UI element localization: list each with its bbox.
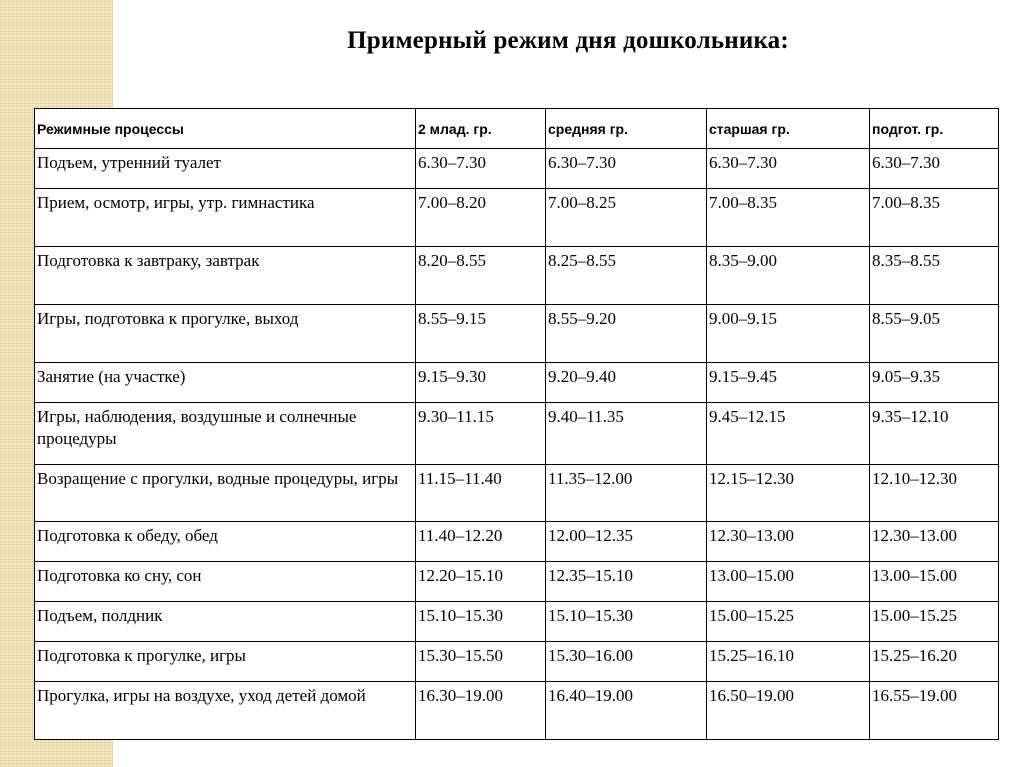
time-cell: 11.15–11.40 [416, 465, 546, 522]
time-cell: 8.55–9.20 [546, 305, 707, 363]
process-cell: Игры, подготовка к прогулке, выход [35, 305, 416, 363]
time-cell: 6.30–7.30 [546, 149, 707, 189]
header-junior-2: 2 млад. гр. [416, 109, 546, 149]
time-cell: 13.00–15.00 [707, 562, 870, 602]
time-cell: 12.15–12.30 [707, 465, 870, 522]
time-cell: 9.40–11.35 [546, 403, 707, 465]
table-row [35, 189, 999, 247]
time-cell: 12.20–15.10 [416, 562, 546, 602]
time-cell: 9.15–9.45 [707, 363, 870, 403]
time-cell: 12.35–15.10 [546, 562, 707, 602]
time-cell: 12.10–12.30 [870, 465, 999, 522]
time-cell: 8.55–9.05 [870, 305, 999, 363]
time-cell: 6.30–7.30 [870, 149, 999, 189]
time-cell: 15.00–15.25 [707, 602, 870, 642]
time-cell: 12.30–13.00 [870, 522, 999, 562]
schedule-table [34, 108, 999, 740]
time-cell: 8.35–8.55 [870, 247, 999, 305]
time-cell: 7.00–8.35 [870, 189, 999, 247]
time-cell: 15.30–16.00 [546, 642, 707, 682]
process-cell: Подготовка ко сну, сон [35, 562, 416, 602]
time-cell: 9.35–12.10 [870, 403, 999, 465]
table-row [35, 465, 999, 522]
time-cell: 15.10–15.30 [546, 602, 707, 642]
time-cell: 15.30–15.50 [416, 642, 546, 682]
time-cell: 9.00–9.15 [707, 305, 870, 363]
process-cell: Прогулка, игры на воздухе, уход детей домой [35, 682, 416, 740]
time-cell: 9.15–9.30 [416, 363, 546, 403]
time-cell: 7.00–8.20 [416, 189, 546, 247]
time-cell: 9.05–9.35 [870, 363, 999, 403]
process-cell: Подготовка к завтраку, завтрак [35, 247, 416, 305]
time-cell: 13.00–15.00 [870, 562, 999, 602]
time-cell: 12.00–12.35 [546, 522, 707, 562]
table-row [35, 149, 999, 189]
time-cell: 8.35–9.00 [707, 247, 870, 305]
table-row [35, 562, 999, 602]
time-cell: 15.10–15.30 [416, 602, 546, 642]
process-cell: Занятие (на участке) [35, 363, 416, 403]
time-cell: 9.45–12.15 [707, 403, 870, 465]
process-cell: Подъем, утренний туалет [35, 149, 416, 189]
table-row [35, 363, 999, 403]
time-cell: 16.40–19.00 [546, 682, 707, 740]
table-row [35, 247, 999, 305]
process-cell: Подготовка к обеду, обед [35, 522, 416, 562]
table-row [35, 602, 999, 642]
time-cell: 8.55–9.15 [416, 305, 546, 363]
process-cell: Подъем, полдник [35, 602, 416, 642]
page-title: Примерный режим дня дошкольника: [347, 27, 789, 54]
time-cell: 9.30–11.15 [416, 403, 546, 465]
table-header-row [35, 109, 999, 149]
process-cell: Подготовка к прогулке, игры [35, 642, 416, 682]
time-cell: 7.00–8.25 [546, 189, 707, 247]
time-cell: 15.00–15.25 [870, 602, 999, 642]
time-cell: 8.20–8.55 [416, 247, 546, 305]
time-cell: 8.25–8.55 [546, 247, 707, 305]
time-cell: 15.25–16.10 [707, 642, 870, 682]
table-row [35, 403, 999, 465]
table-row [35, 642, 999, 682]
time-cell: 6.30–7.30 [707, 149, 870, 189]
table-row [35, 682, 999, 740]
header-senior: старшая гр. [707, 109, 870, 149]
process-cell: Возращение с прогулки, водные процедуры, игры [35, 465, 416, 522]
time-cell: 6.30–7.30 [416, 149, 546, 189]
process-cell: Игры, наблюдения, воздушные и солнечные процедуры [35, 403, 416, 465]
header-preparatory: подгот. гр. [870, 109, 999, 149]
time-cell: 15.25–16.20 [870, 642, 999, 682]
header-middle: средняя гр. [546, 109, 707, 149]
table-row [35, 522, 999, 562]
time-cell: 11.40–12.20 [416, 522, 546, 562]
time-cell: 12.30–13.00 [707, 522, 870, 562]
time-cell: 7.00–8.35 [707, 189, 870, 247]
process-cell: Прием, осмотр, игры, утр. гимнастика [35, 189, 416, 247]
time-cell: 11.35–12.00 [546, 465, 707, 522]
table-row [35, 305, 999, 363]
header-processes: Режимные процессы [35, 109, 416, 149]
time-cell: 9.20–9.40 [546, 363, 707, 403]
time-cell: 16.30–19.00 [416, 682, 546, 740]
time-cell: 16.55–19.00 [870, 682, 999, 740]
time-cell: 16.50–19.00 [707, 682, 870, 740]
